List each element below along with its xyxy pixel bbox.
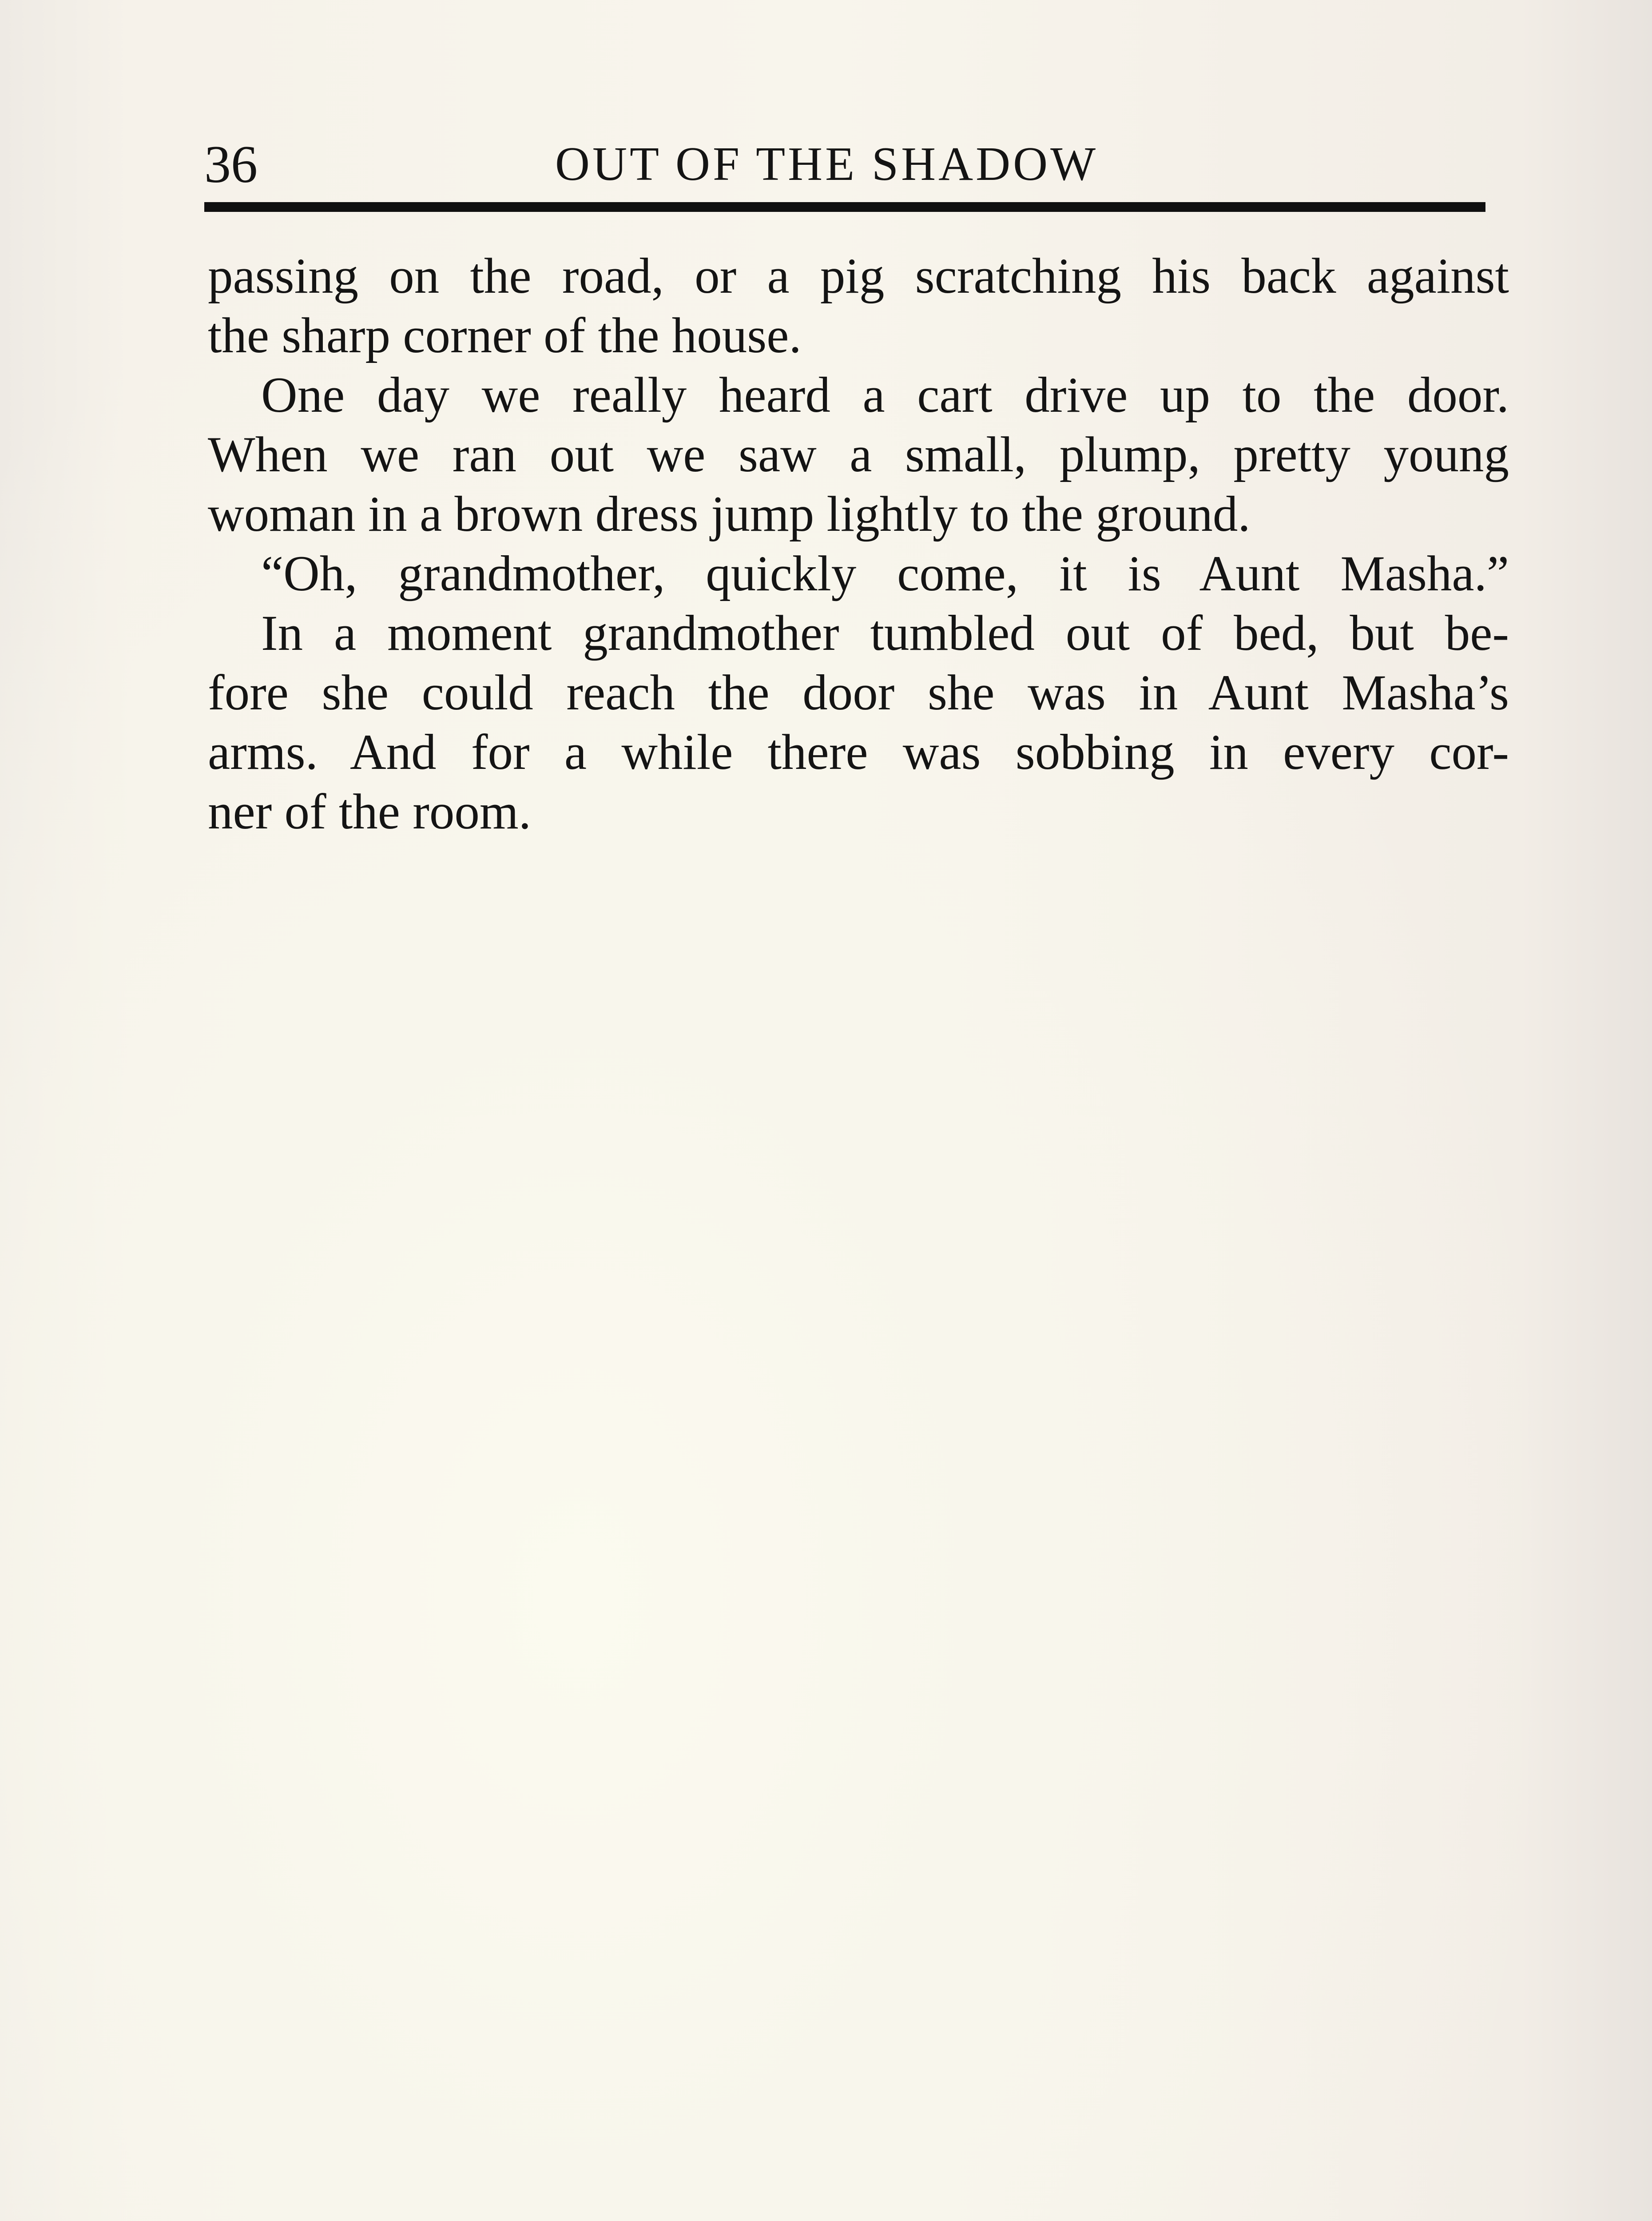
body-text bbox=[208, 247, 1509, 842]
text-line: When we ran out we saw a small, plump, pretty young bbox=[208, 427, 1509, 482]
text-line: ner of the room. bbox=[208, 784, 531, 840]
text-line: arms. And for a while there was sobbing in every cor- bbox=[208, 724, 1509, 780]
text-line: the sharp corner of the house. bbox=[208, 308, 802, 363]
text-line: In a moment grandmother tumbled out of bed, but be- bbox=[261, 605, 1509, 661]
page-number: 36 bbox=[204, 135, 258, 194]
text-line: passing on the road, or a pig scratching his back against bbox=[208, 248, 1509, 304]
text-line: One day we really heard a cart drive up to the door. bbox=[261, 367, 1509, 423]
text-line: “Oh, grandmother, quickly come, it is Aunt Masha.” bbox=[261, 546, 1509, 601]
book-title: OUT OF THE SHADOW bbox=[555, 138, 1099, 191]
text-line: fore she could reach the door she was in Aunt Masha’s bbox=[208, 665, 1509, 720]
text-line: woman in a brown dress jump lightly to the ground. bbox=[208, 486, 1251, 542]
header-rule bbox=[204, 202, 1485, 212]
running-head bbox=[204, 133, 1483, 195]
